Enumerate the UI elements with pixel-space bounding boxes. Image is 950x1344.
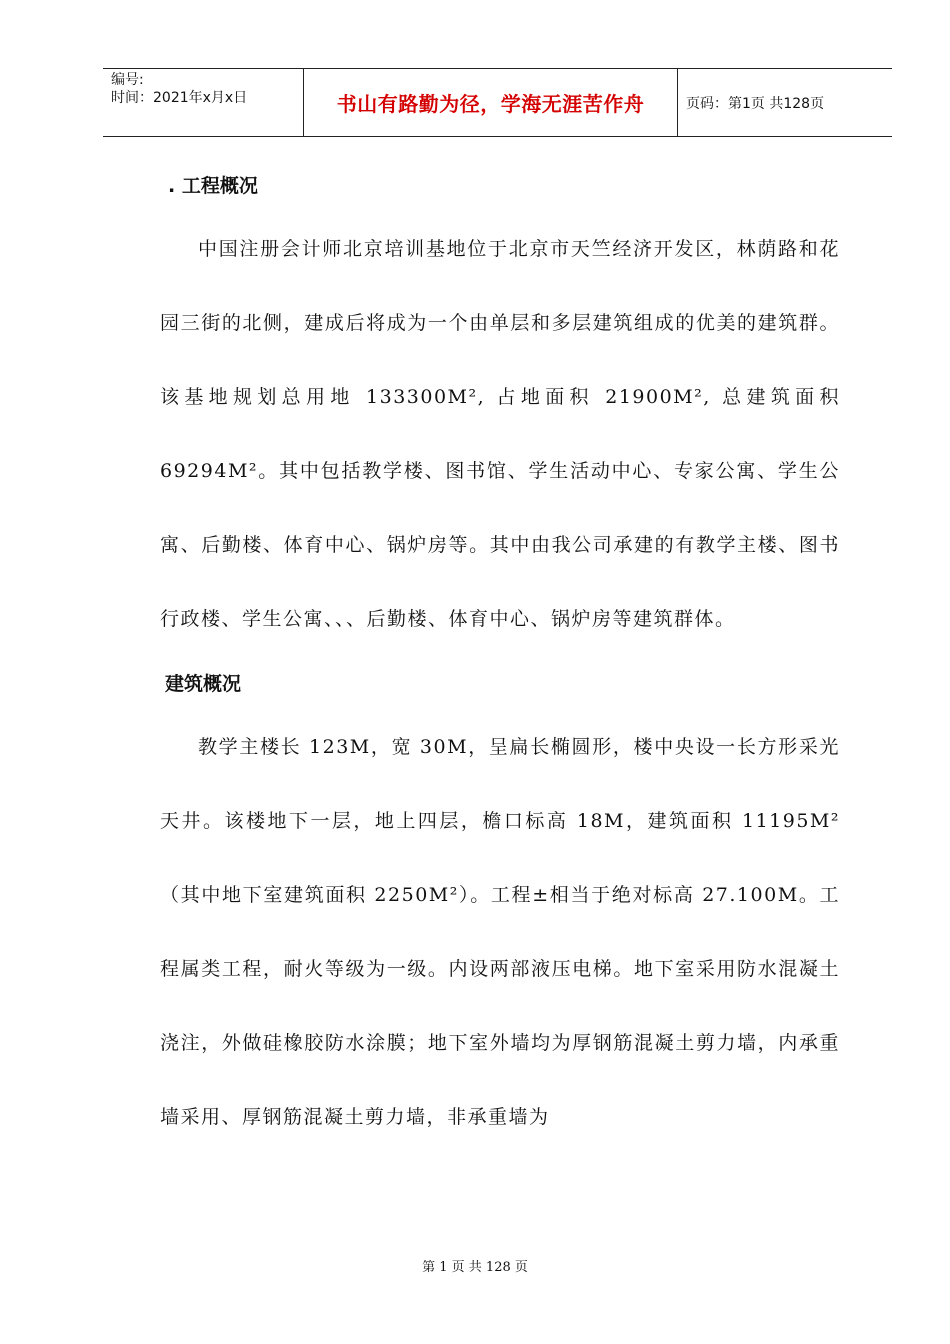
header-table: [103, 68, 892, 137]
header-page-cell: [678, 69, 892, 136]
page-info: 页码：第1页 共128页: [686, 95, 825, 112]
paragraph-building: 教学主楼长 123M，宽 30M，呈扁长椭圆形，楼中央设一长方形采光天井。该楼地下一层，地上四层，檐口标高 18M，建筑面积 11195M²（其中地下室建筑面积 2250M²）。工程±相当于绝对标高 27.100M。工程属类工程，耐火等级为一级。内设两部液压电梯。地下室采用防水混凝土浇注，外做硅橡胶防水涂膜；地下室外墙均为厚钢筋混凝土剪力墙，内承重墙采用、厚钢筋混凝土剪力墙，非承重墙为: [160, 736, 840, 1128]
paragraph-overview: 中国注册会计师北京培训基地位于北京市天竺经济开发区，林荫路和花园三街的北侧，建成后将成为一个由单层和多层建筑组成的优美的建筑群。该基地规划总用地 133300M², 占地面积 21900M², 总建筑面积 69294M²。其中包括教学楼、图书馆、学生活动中心、专家公寓、学生公寓、后勤楼、体育中心、锅炉房等。其中由我公司承建的有教学主楼、图书行政楼、学生公寓、、、后勤楼、体育中心、锅炉房等建筑群体。: [160, 238, 840, 630]
header-motto-cell: [304, 69, 678, 136]
section-title-overview: . 工程概况: [168, 175, 258, 197]
document-body: [160, 160, 840, 1154]
motto-text: 书山有路勤为径，学海无涯苦作舟: [336, 92, 645, 116]
header-info-cell: [103, 69, 304, 136]
page-footer: 第 1 页 共 128 页: [422, 1260, 528, 1275]
time-label: 时间：2021年x月x日: [111, 90, 248, 106]
code-label: 编号:: [111, 72, 144, 88]
section-title-building: 建筑概况: [165, 673, 242, 695]
